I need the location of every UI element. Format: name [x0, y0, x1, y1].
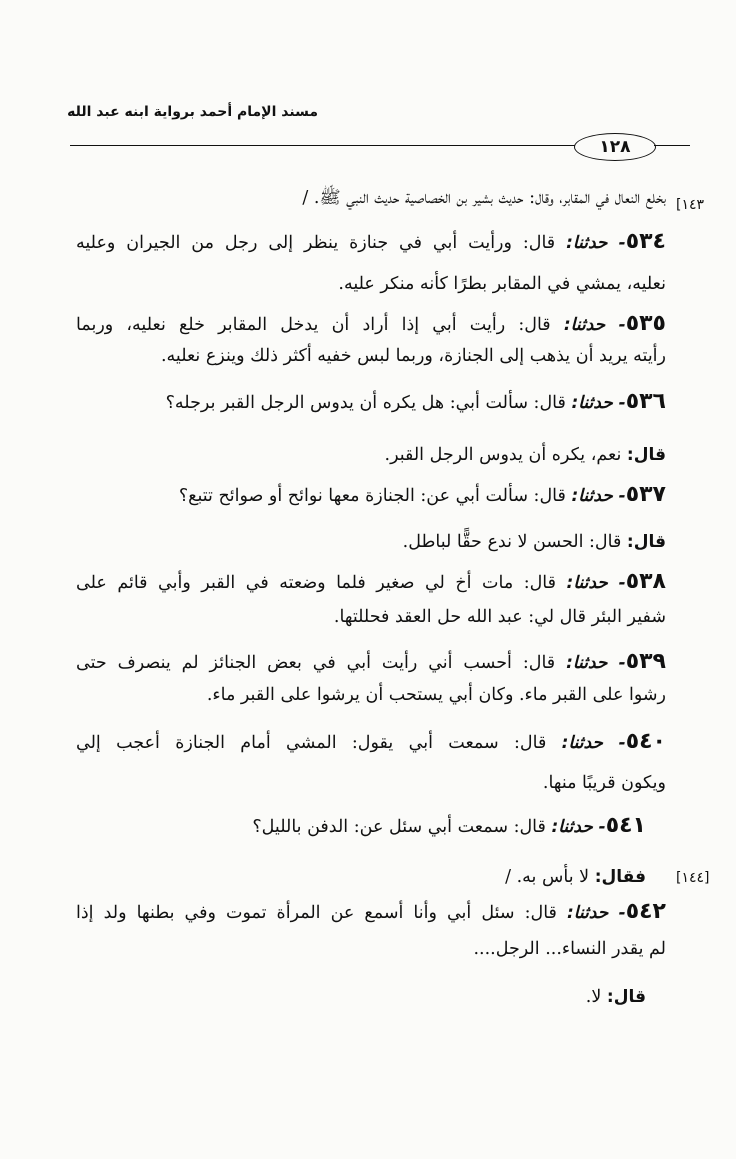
entry-535-line-2: رأيته يريد أن يذهب إلى الجنازة، وربما لبس خفيه أكثر ذلك وينزع نعليه.	[160, 346, 666, 366]
answer-text: لا بأس به. /	[505, 867, 590, 887]
margin-reference-144: [١٤٤]	[676, 870, 710, 886]
entry-text: قال: سألت أبي: هل يكره أن يدوس الرجل القبر برجله؟	[165, 393, 566, 413]
running-header-title: مسند الإمام أحمد برواية ابنه عبد الله	[67, 104, 318, 120]
entry-text: قال: سئل أبي وأنا أسمع عن المرأة تموت وفي بطنها ولد إذا	[76, 903, 557, 923]
entry-keyword: - حدثنا:	[551, 817, 606, 837]
answer-keyword: قال:	[606, 987, 646, 1007]
entry-539-line-1	[76, 650, 666, 675]
answer-text: لا.	[585, 987, 602, 1007]
entry-number: ٥٣٤	[625, 229, 666, 254]
entry-number: ٥٣٨	[625, 569, 666, 594]
entry-537-line-1	[76, 483, 666, 508]
entry-536-answer	[76, 443, 666, 467]
entry-542-line-2: لم يقدر النساء... الرجل....	[473, 939, 666, 959]
header-rule-right	[654, 145, 690, 146]
entry-534-line-1	[76, 230, 666, 255]
answer-text: نعم، يكره أن يدوس الرجل القبر.	[384, 445, 622, 465]
header-rule-left	[70, 145, 575, 146]
entry-540-line-2: ويكون قريبًا منها.	[542, 773, 666, 793]
entry-number: ٥٣٩	[625, 649, 666, 674]
answer-keyword: قال:	[626, 532, 666, 552]
entry-keyword: - حدثنا:	[563, 315, 626, 335]
entry-text: قال: ورأيت أبي في جنازة ينظر إلى رجل من الجيران وعليه	[76, 233, 556, 253]
entry-541-line-1	[76, 814, 646, 839]
entry-535-line-1	[76, 312, 666, 337]
entry-keyword: - حدثنا:	[566, 573, 626, 593]
page-number-badge: ١٢٨	[574, 133, 656, 161]
entry-keyword: - حدثنا:	[566, 233, 626, 253]
entry-number: ٥٣٥	[625, 311, 666, 336]
answer-keyword: قال:	[626, 445, 666, 465]
entry-text: قال: مات أخ لي صغير فلما وضعته في القبر وأبي قائم على	[76, 573, 557, 593]
entry-text: قال: أحسب أني رأيت أبي في بعض الجنائز لم ينصرف حتى	[76, 653, 556, 673]
entry-number: ٥٤٠	[625, 729, 666, 754]
text-line-continuation: بخلع النعال في المقابر، وقال: حديث بشير بن الخصاصية حديث النبي ﷺ. /	[302, 188, 666, 208]
entry-keyword: - حدثنا:	[566, 653, 626, 673]
entry-538-line-2: شفير البئر قال لي: عبد الله حل العقد فحللتها.	[333, 607, 666, 627]
entry-keyword: - حدثنا:	[566, 903, 626, 923]
entry-text: قال: رأيت أبي إذا أراد أن يدخل المقابر خلع نعليه، وربما	[76, 315, 551, 335]
entry-539-line-2: رشوا على القبر ماء. وكان أبي يستحب أن يرشوا على القبر ماء.	[206, 685, 666, 705]
entry-538-line-1	[76, 570, 666, 595]
entry-text: قال: سمعت أبي يقول: المشي أمام الجنازة أعجب إلي	[76, 733, 547, 753]
entry-541-answer	[76, 865, 646, 889]
entry-536-line-1	[76, 390, 666, 415]
entry-keyword: - حدثنا:	[571, 393, 626, 413]
entry-number: ٥٤١	[605, 813, 646, 838]
entry-text: قال: سألت أبي عن: الجنازة معها نوائح أو صوائح تتبع؟	[178, 486, 566, 506]
answer-text: قال: الحسن لا ندع حقًّا لباطل.	[402, 532, 622, 552]
entry-number: ٥٣٧	[625, 482, 666, 507]
entry-542-line-1	[76, 900, 666, 925]
entry-537-answer	[76, 530, 666, 554]
entry-540-line-1	[76, 730, 666, 755]
entry-number: ٥٤٢	[625, 899, 666, 924]
entry-text: قال: سمعت أبي سئل عن: الدفن بالليل؟	[252, 817, 546, 837]
entry-534-line-2: نعليه، يمشي في المقابر بطرًا كأنه منكر عليه.	[338, 274, 666, 294]
answer-keyword: فقال:	[594, 867, 646, 887]
margin-reference-143: [١٤٣	[676, 197, 705, 213]
entry-keyword: - حدثنا:	[571, 486, 626, 506]
entry-number: ٥٣٦	[625, 389, 666, 414]
entry-keyword: - حدثنا:	[561, 733, 626, 753]
entry-542-answer	[76, 985, 646, 1009]
